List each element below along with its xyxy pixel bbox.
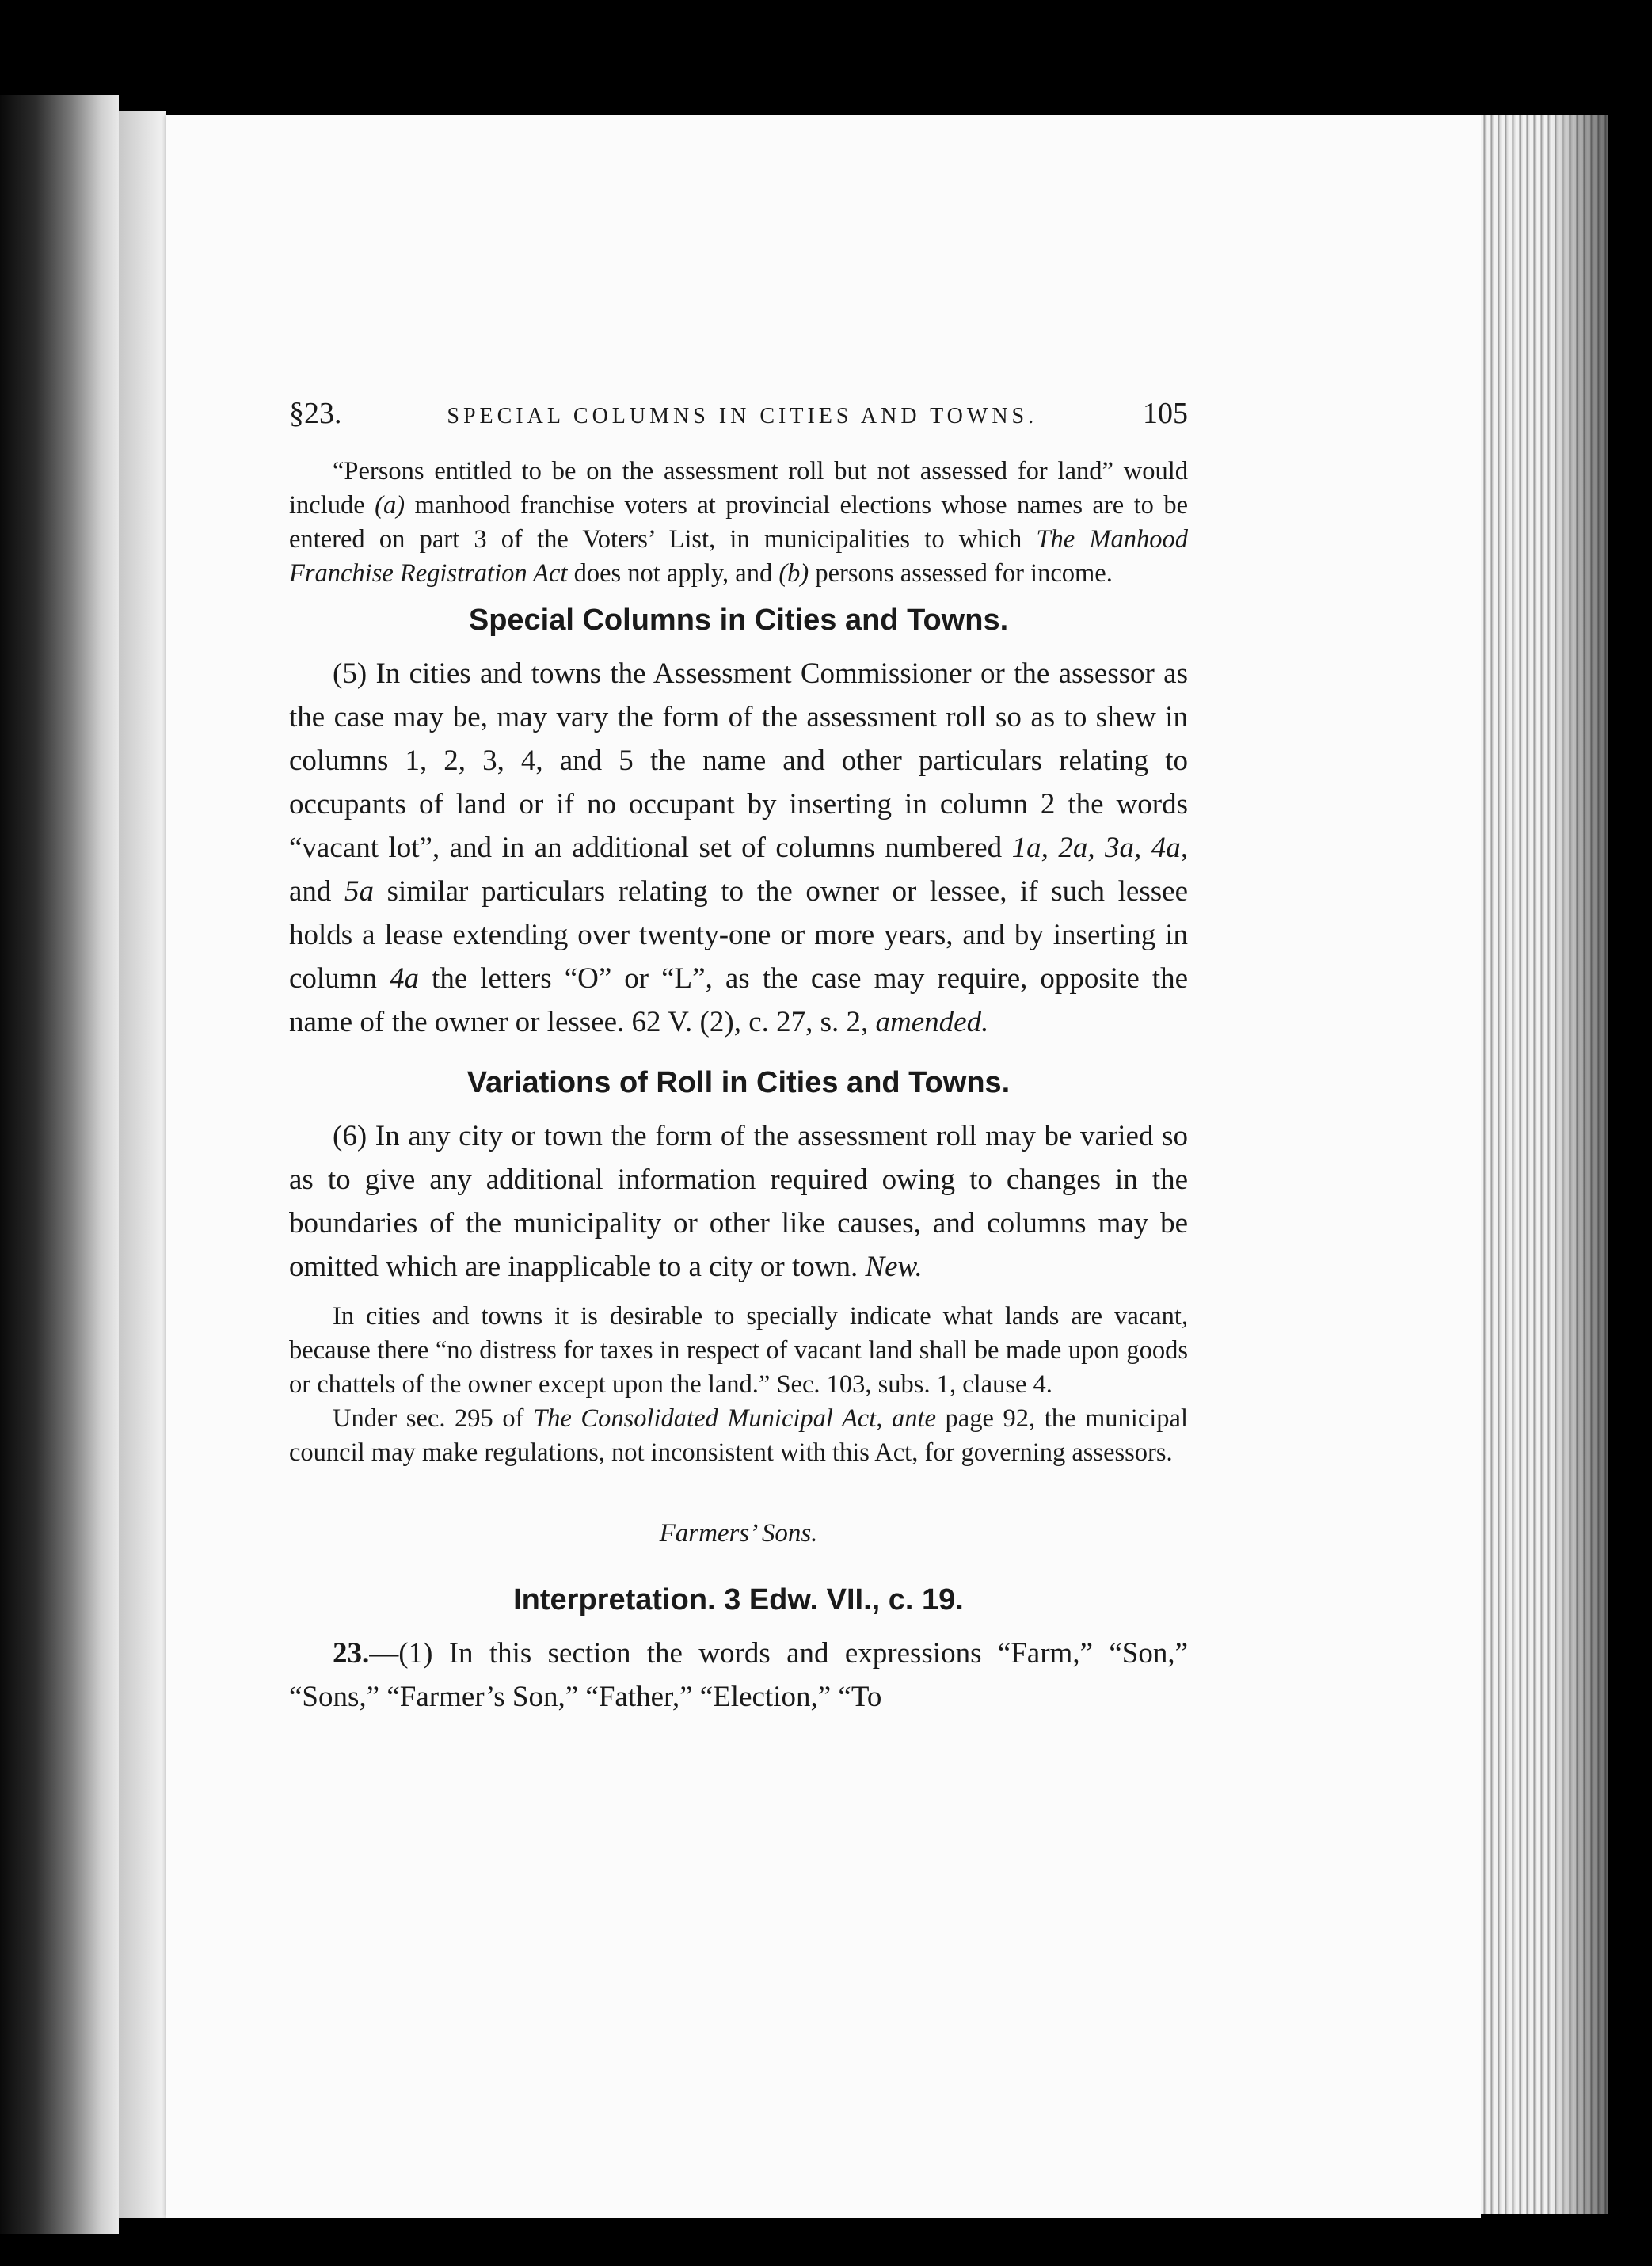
gutter [119,111,166,2218]
heading-special-columns: Special Columns in Cities and Towns. [468,604,1009,637]
page-stack-edge [1481,115,1608,2214]
note-vacant-lands: In cities and towns it is desirable to specially indicate what lands are vacant, because there “no distress for taxes in respect of vacant land shall be made upon goods or chattels of the owner except upon the land.” Sec. 103, subs. 1, clause 4. [289,1302,1188,1399]
page-content [289,396,1188,1719]
heading-variations: Variations of Roll in Cities and Towns. [466,1066,1011,1099]
paragraph-5: (5) In cities and towns the Assessment Commissioner or the assessor as the case may be, may vary the form of the assessment roll so as to shew in columns 1, 2, 3, 4, and 5 the name and other particulars relating to occupants of land or if no occupant by inserting in column 2 the words “vacant lot”, and in an additional set of columns numbered 1a, 2a, 3a, 4a, and 5a similar particulars relating to the owner or lessee, if such lessee holds a lease extending over twenty-one or more years, and by inserting in column 4a the letters “O” or “L”, as the case may require, opposite the name of the owner or lessee. 62 V. (2), c. 27, s. 2, amended. [289,657,1188,1038]
paragraph-6: (6) In any city or town the form of the assessment roll may be varied so as to give any additional information required owing to changes in the boundaries of the municipality or other like causes, and columns may be omitted which are inapplicable to a city or town. New. [289,1120,1188,1283]
note-persons-entitled: “Persons entitled to be on the assessment roll but not assessed for land” would include (a) manhood franchise voters at provincial elections whose names are to be entered on part 3 of the Voters’ List, in municipalities to which The Manhood Franchise Registration Act does not apply, and (b) persons assessed for income. [289,457,1188,588]
running-header [289,396,1188,431]
heading-interpretation: Interpretation. 3 Edw. VII., c. 19. [513,1583,964,1617]
note-municipal-act: Under sec. 295 of The Consolidated Municipal Act, ante page 92, the municipal council may make regulations, not inconsistent with this Act, for governing assessors. [289,1404,1188,1467]
previous-page-edge [0,95,119,2234]
subheading-farmers-sons: Farmers’ Sons. [659,1519,818,1548]
running-title: SPECIAL COLUMNS IN CITIES AND TOWNS. [447,404,1038,428]
page-number: 105 [1143,397,1188,430]
paragraph-23: 23.—(1) In this section the words and expressions “Farm,” “Son,” “Sons,” “Farmer’s Son,” “Father,” “Election,” “To [289,1637,1188,1713]
section-number: §23. [289,397,342,430]
